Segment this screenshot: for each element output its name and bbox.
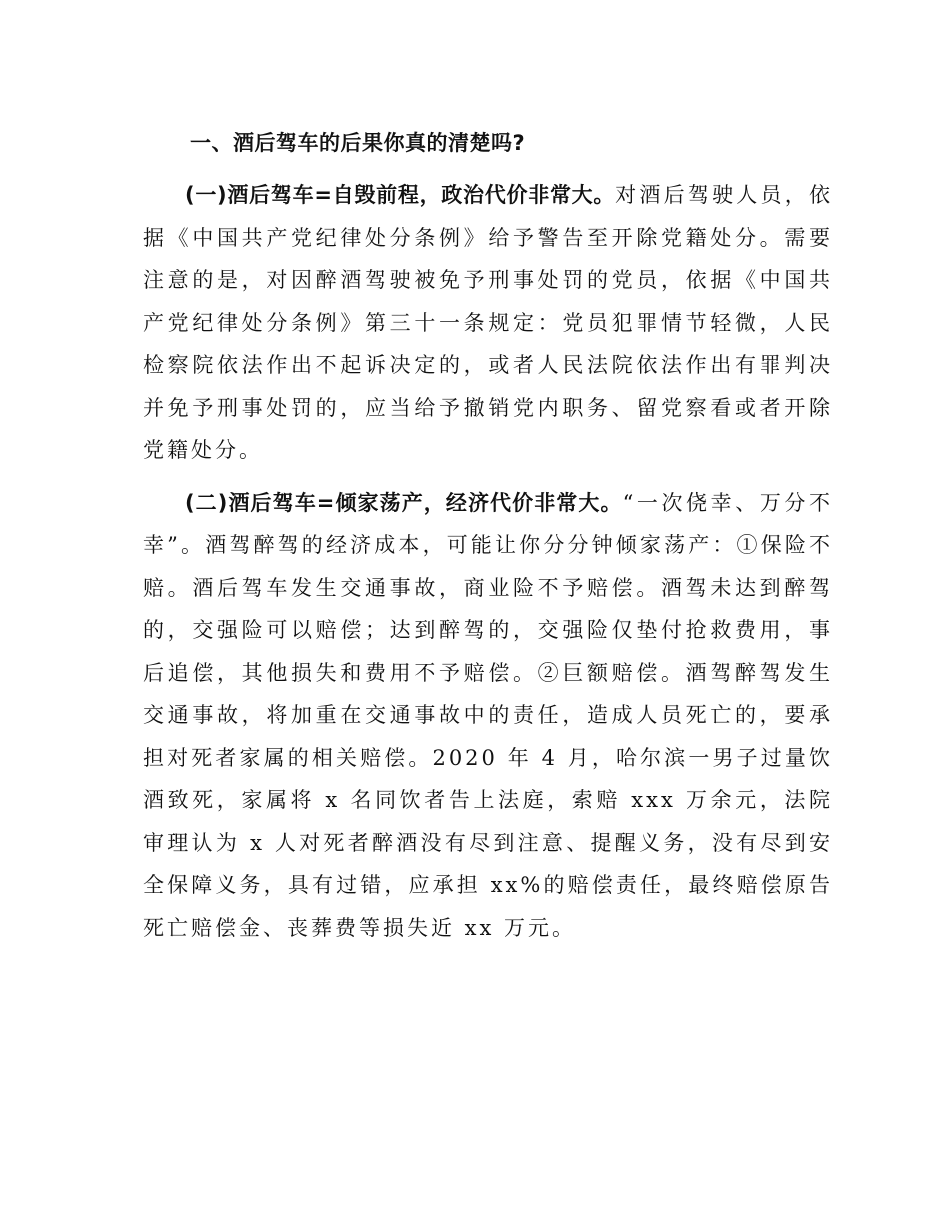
paragraph-political-cost [143, 174, 833, 472]
document-content [143, 122, 833, 959]
paragraph-body-political: 对酒后驾驶人员，依据《中国共产党纪律处分条例》给予警告至开除党籍处分。需要注意的是，对因醉酒驾驶被免予刑事处罚的党员，依据《中国共产党纪律处分条例》第三十一条规定：党员犯罪情节轻微，人民检察院依法作出不起诉决定的，或者人民法院依法作出有罪判决并免予刑事处罚的，应当给予撤销党内职务、留党察看或者开除党籍处分。 [143, 183, 834, 462]
paragraph-economic-cost [143, 482, 833, 950]
paragraph-lead-political: (一)酒后驾车=自毁前程，政治代价非常大。 [185, 183, 616, 207]
paragraph-body-economic: “一次侥幸、万分不幸”。酒驾醉驾的经济成本，可能让你分分钟倾家荡产：①保险不赔。酒后驾车发生交通事故，商业险不予赔偿。酒驾未达到醉驾的，交强险可以赔偿；达到醉驾的，交强险仅垫付抢救费用，事后追偿，其他损失和费用不予赔偿。②巨额赔偿。酒驾醉驾发生交通事故，将加重在交通事故中的责任，造成人员死亡的，要承担对死者家属的相关赔偿。2020 年 4 月，哈尔滨一男子过量饮酒致死，家属将 x 名同饮者告上法庭，索赔 xxx 万余元，法院审理认为 x 人对死者醉酒没有尽到注意、提醒义务，没有尽到安全保障义务，具有过错，应承担 xx%的赔偿责任，最终赔偿原告死亡赔偿金、丧葬费等损失近 xx 万元。 [143, 490, 833, 940]
paragraph-lead-economic: (二)酒后驾车=倾家荡产，经济代价非常大。 [185, 490, 623, 515]
section-heading: 一、酒后驾车的后果你真的清楚吗? [190, 131, 526, 155]
